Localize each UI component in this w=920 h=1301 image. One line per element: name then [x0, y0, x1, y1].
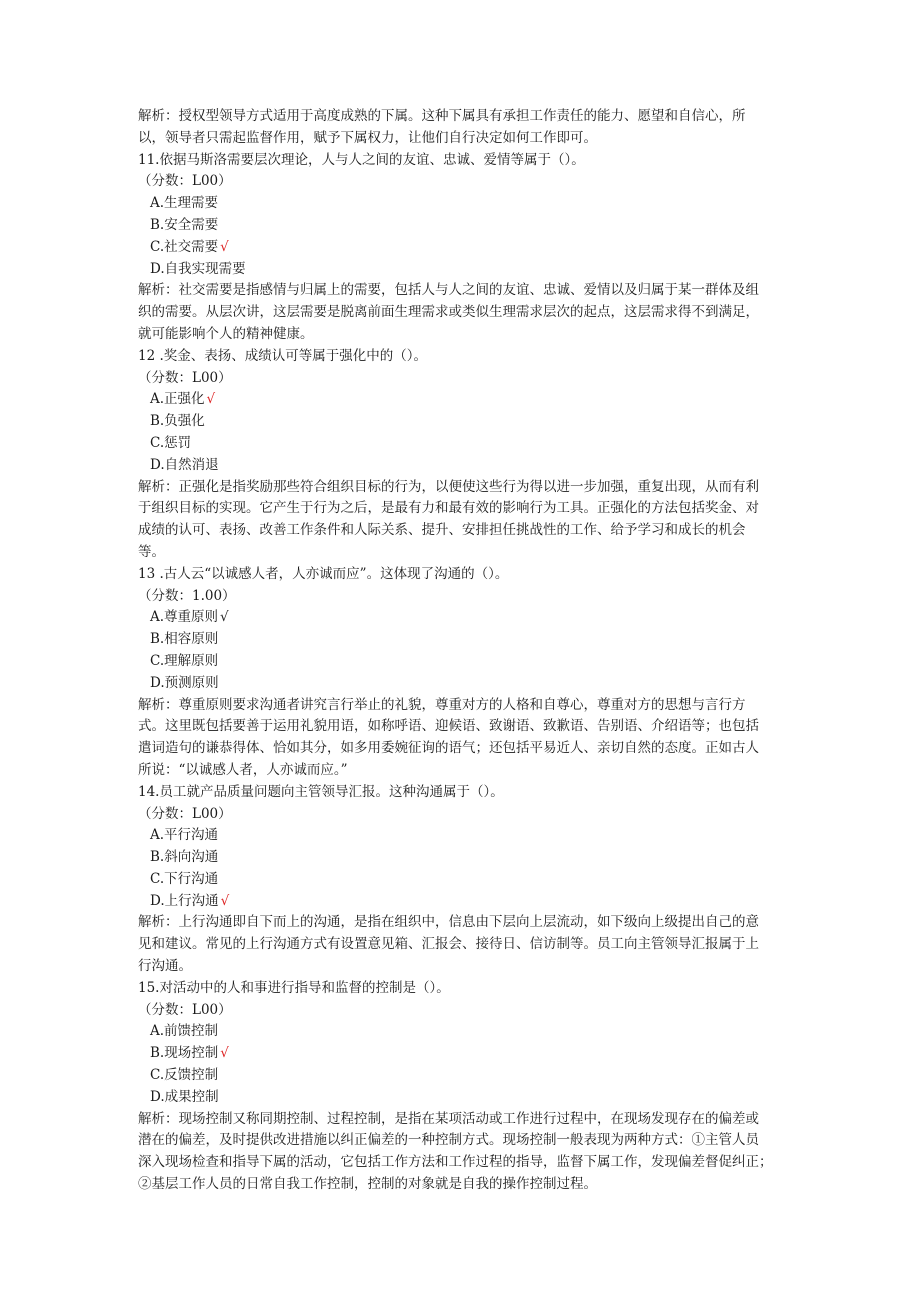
correct-check-icon: √	[220, 238, 229, 255]
analysis-line: 解析：上行沟通即自下而上的沟通，是指在组织中，信息由下层向上层流动，如下级向上级提出自己的意	[138, 914, 759, 931]
option-b: B.现场控制 √	[150, 1045, 229, 1062]
option-c: C.下行沟通	[150, 870, 219, 887]
question-score: （分数：L00）	[138, 805, 232, 822]
option-d: D.自然消退	[150, 456, 219, 473]
option-a: A.平行沟通	[150, 827, 219, 844]
question-15	[0, 978, 920, 1196]
option-b: B.安全需要	[150, 216, 219, 233]
correct-check-icon: √	[206, 391, 216, 408]
question-analysis	[0, 280, 786, 345]
analysis-line: 解析：社交需要是指感情与归属上的需要，包括人与人之间的友谊、忠诚、爱情以及归属于某一群体及组	[138, 282, 759, 299]
option-b: B.负强化	[150, 413, 205, 430]
question-12	[0, 346, 920, 564]
analysis-line: ②基层工作人员的日常自我工作控制，控制的对象就是自我的操作控制过程。	[138, 1176, 597, 1193]
analysis-line: 织的需要。从层次讲，这层需要是脱离前面生理需求或类似生理需求层次的起点，这层需求得不到满足，	[138, 304, 759, 321]
analysis-line: 就可能影响个人的精神健康。	[138, 325, 314, 342]
option-a: A.前馈控制	[150, 1023, 219, 1040]
analysis-line: 潜在的偏差，及时提供改进措施以纠正偏差的一种控制方式。现场控制一般表现为两种方式：①主管人员	[138, 1132, 759, 1149]
option-b: B.斜向沟通	[150, 849, 219, 866]
analysis-line: 式。这里既包括要善于运用礼貌用语，如称呼语、迎候语、致谢语、致歉语、告别语、介绍语等；也包括	[138, 718, 759, 735]
option-d: D.自我实现需要	[150, 260, 246, 277]
option-a: A.生理需要	[150, 195, 219, 212]
analysis-line: 成绩的认可、表扬、改善工作条件和人际关系、提升、安排担任挑战性的工作、给予学习和成长的机会	[138, 522, 746, 539]
analysis-line: 解析：授权型领导方式适用于高度成熟的下属。这种下属具有承担工作责任的能力、愿望和自信心，所	[138, 108, 746, 124]
analysis-line: 等。	[138, 543, 165, 560]
analysis-line: 解析：现场控制又称同期控制、过程控制，是指在某项活动或工作进行过程中，在现场发现存在的偏差或	[138, 1110, 759, 1127]
question-stem: 11.依据马斯洛需要层次理论，人与人之间的友谊、忠诚、爱情等属于（）。	[138, 151, 585, 168]
option-d: D.预测原则	[150, 674, 219, 691]
analysis-line: 解析：尊重原则要求沟通者讲究言行举止的礼貌，尊重对方的人格和自尊心，尊重对方的思想与言行方	[138, 696, 746, 713]
option-d: D.成果控制	[150, 1088, 219, 1105]
question-analysis	[0, 695, 786, 782]
intro-analysis	[0, 106, 786, 150]
analysis-line: 于组织目标的实现。它产生于行为之后，是最有力和最有效的影响行为工具。正强化的方法包括奖金、对	[138, 500, 759, 517]
question-stem: 13 .古人云“以诚感人者，人亦诚而应”。这体现了沟通的（）。	[138, 565, 509, 582]
correct-check-icon: √	[220, 892, 230, 909]
question-score: （分数：1.00）	[138, 587, 236, 604]
question-analysis	[0, 912, 786, 977]
question-stem: 14.员工就产品质量问题向主管领导汇报。这种沟通属于（）。	[138, 783, 504, 800]
analysis-line: 所说：“以诚感人者，人亦诚而应。”	[138, 761, 348, 778]
question-score: （分数：L00）	[138, 1001, 232, 1018]
question-analysis	[0, 1109, 786, 1196]
question-11	[0, 150, 920, 346]
question-stem: 12 .奖金、表扬、成绩认可等属于强化中的（）。	[138, 347, 428, 364]
analysis-line: 以，领导者只需起监督作用，赋予下属权力，让他们自行决定如何工作即可。	[138, 129, 597, 146]
analysis-line: 深入现场检查和指导下属的活动，它包括工作方法和工作过程的指导，监督下属工作，发现偏差督促纠正；	[138, 1154, 773, 1171]
question-stem: 15.对活动中的人和事进行指导和监督的控制是（）。	[138, 979, 450, 996]
analysis-line: 遣词造句的谦恭得体、恰如其分，如多用委婉征询的语气；还包括平易近人、亲切自然的态度。正如古人	[138, 740, 759, 757]
option-c: C.社交需要 √	[150, 238, 229, 255]
option-c: C.理解原则	[150, 652, 219, 669]
correct-check-icon: √	[220, 609, 229, 626]
question-13	[0, 564, 920, 782]
question-analysis	[0, 477, 786, 564]
option-b: B.相容原则	[150, 631, 219, 648]
option-c: C.惩罚	[150, 434, 192, 451]
analysis-line: 行沟通。	[138, 958, 192, 975]
option-a: A.正强化 √	[150, 391, 216, 408]
option-d: D.上行沟通 √	[150, 892, 230, 909]
option-a: A.尊重原则 √	[150, 609, 229, 626]
analysis-line: 见和建议。常见的上行沟通方式有设置意见箱、汇报会、接待日、信访制等。员工向主管领导汇报属于上	[138, 936, 759, 953]
correct-check-icon: √	[220, 1045, 229, 1062]
document-page	[0, 106, 920, 1196]
question-14	[0, 782, 920, 978]
option-c: C.反馈控制	[150, 1067, 219, 1084]
question-score: （分数：L00）	[138, 369, 232, 386]
analysis-line: 解析：正强化是指奖励那些符合组织目标的行为，以便使这些行为得以进一步加强，重复出现，从而有利	[138, 478, 759, 495]
question-score: （分数：L00）	[138, 173, 232, 190]
